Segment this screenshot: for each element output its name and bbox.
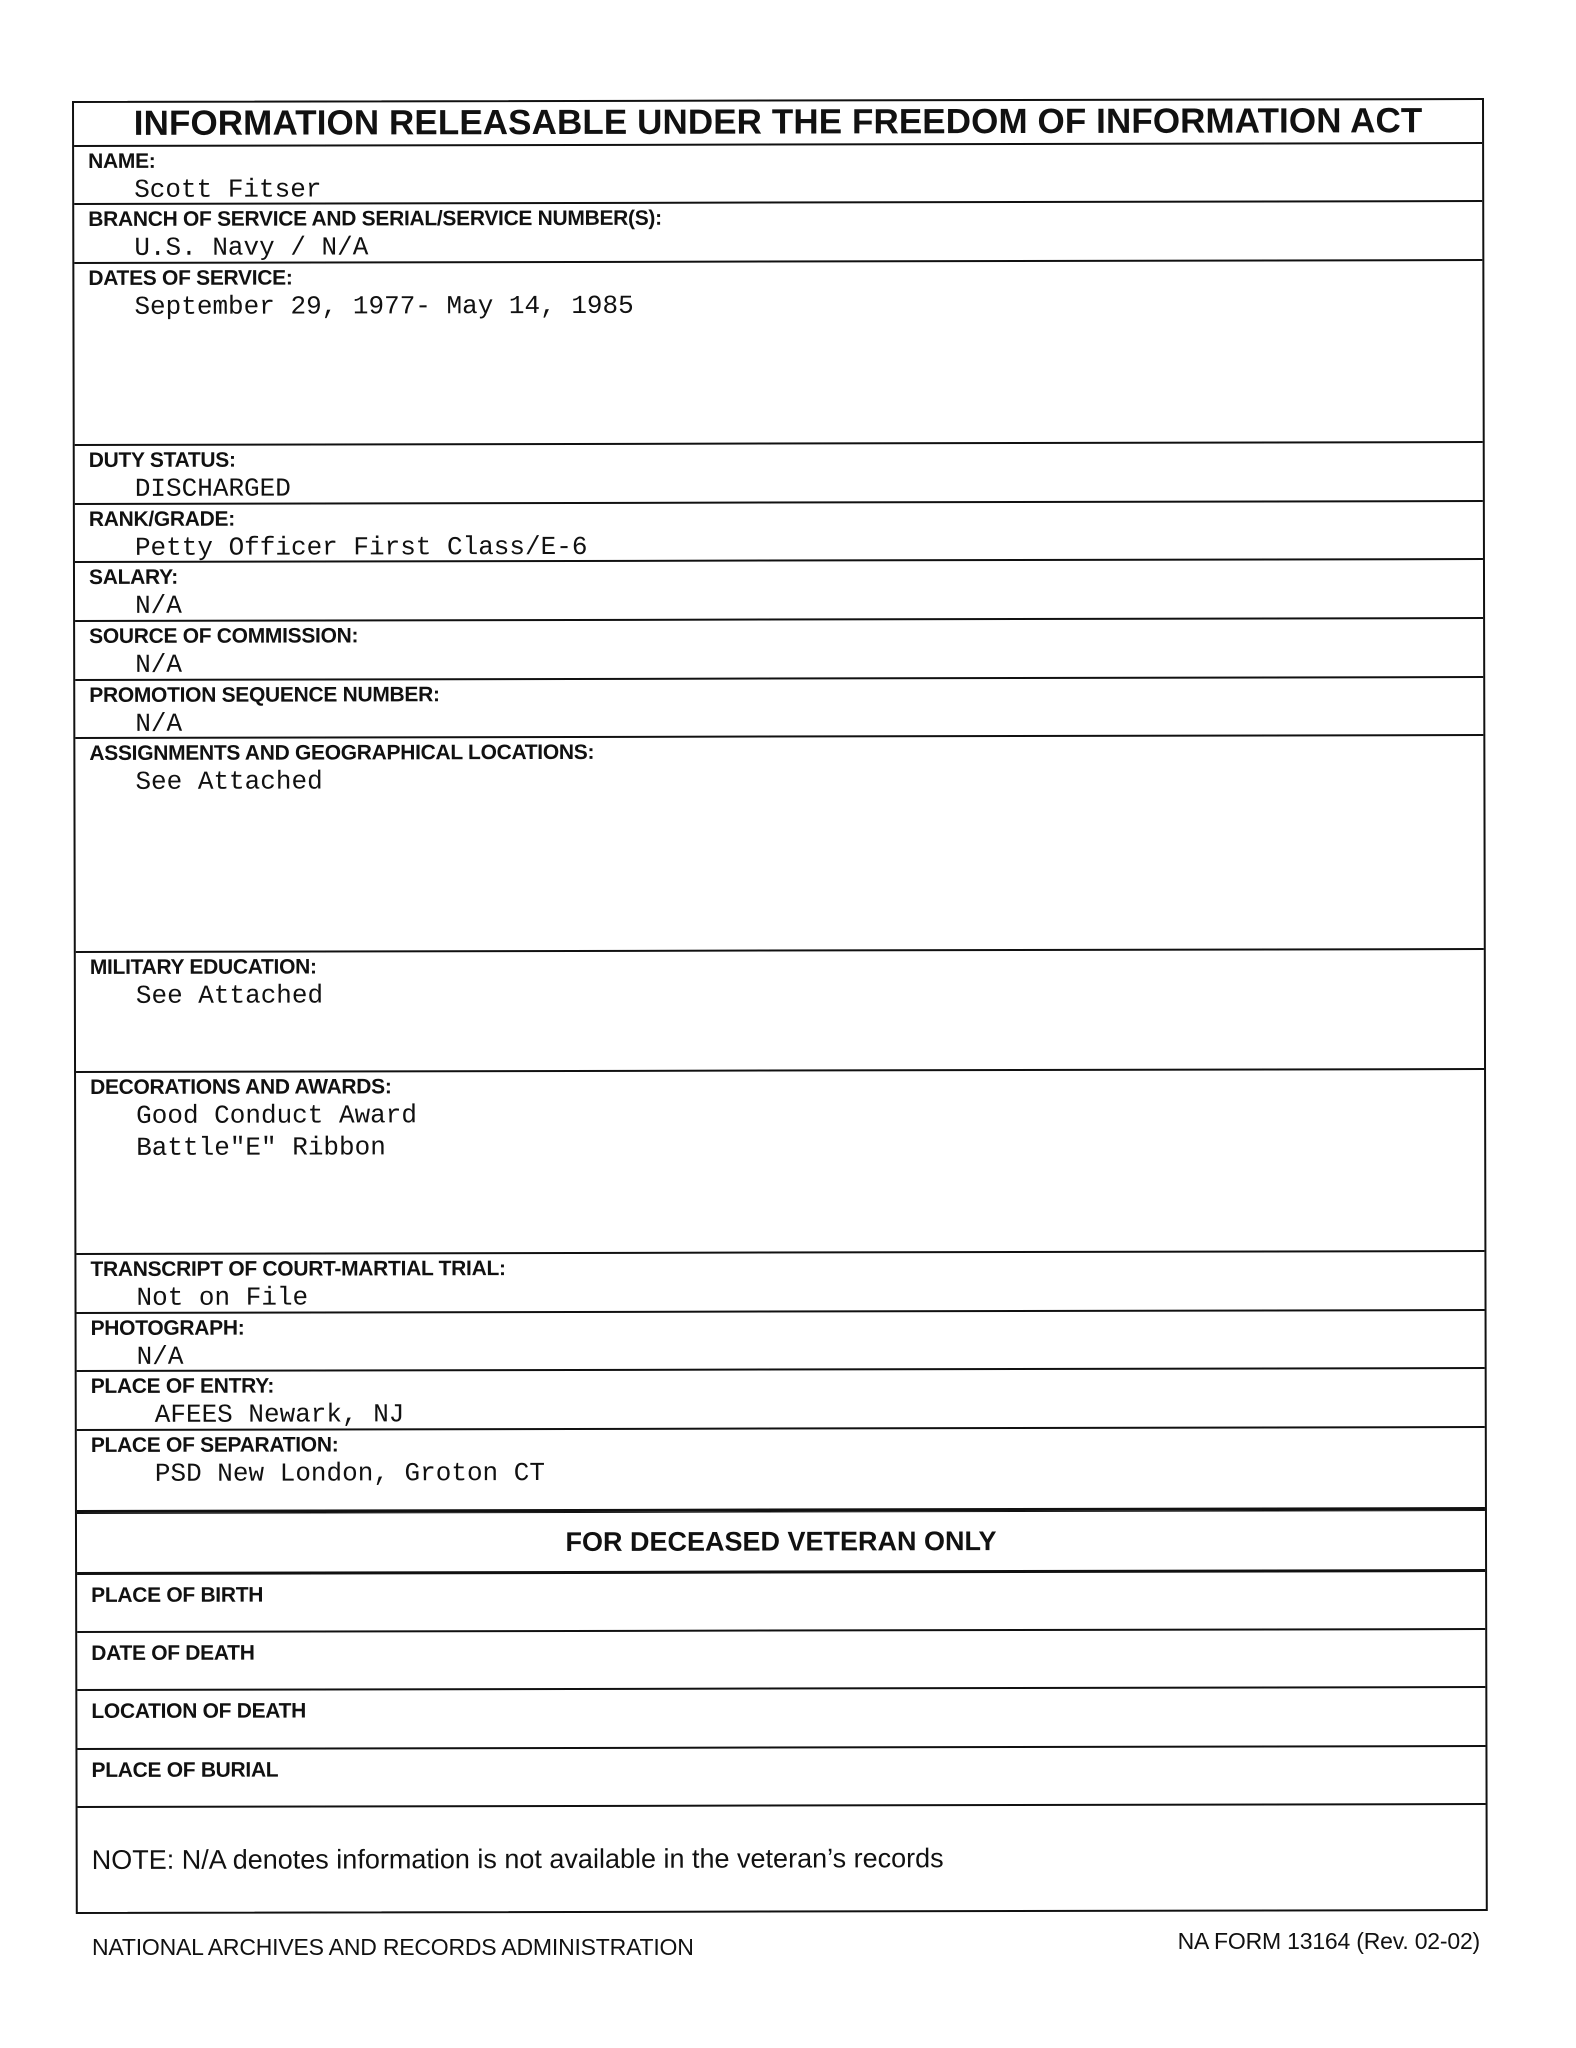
field-place-of-burial (77, 1747, 1485, 1808)
field-label: PLACE OF BIRTH (91, 1583, 264, 1607)
field-value: Scott Fitser (134, 174, 322, 205)
field-name (74, 144, 1482, 205)
field-value: N/A (135, 708, 183, 739)
field-place-of-entry (77, 1369, 1485, 1431)
field-label: PLACE OF SEPARATION: (90, 1433, 339, 1457)
field-dates-of-service (74, 261, 1482, 446)
field-decorations-awards (76, 1070, 1484, 1255)
field-court-martial (76, 1252, 1484, 1314)
field-label: RANK/GRADE: (88, 507, 235, 531)
field-label: PLACE OF BURIAL (91, 1758, 279, 1782)
footer-form-number: NA FORM 13164 (Rev. 02-02) (1177, 1928, 1480, 1954)
field-value: PSD New London, Groton CT (154, 1458, 545, 1489)
field-label: DUTY STATUS: (88, 448, 236, 472)
field-label: TRANSCRIPT OF COURT-MARTIAL TRIAL: (90, 1257, 506, 1281)
field-label: SALARY: (88, 565, 178, 589)
footer-agency: NATIONAL ARCHIVES AND RECORDS ADMINISTRATION (92, 1934, 694, 1960)
field-salary (75, 560, 1483, 622)
field-date-of-death (77, 1630, 1485, 1691)
deceased-section-heading: FOR DECEASED VETERAN ONLY (77, 1510, 1485, 1575)
field-duty-status (75, 443, 1483, 505)
field-value: N/A (136, 1341, 184, 1372)
field-promotion-sequence (75, 678, 1483, 739)
field-label: ASSIGNMENTS AND GEOGRAPHICAL LOCATIONS: (89, 740, 595, 765)
field-value: See Attached (135, 766, 323, 797)
field-value: Battle"E" Ribbon (136, 1132, 386, 1163)
field-value: September 29, 1977- May 14, 1985 (134, 290, 634, 322)
field-label: LOCATION OF DEATH (91, 1699, 307, 1723)
field-photograph (77, 1311, 1485, 1372)
field-value: Good Conduct Award (136, 1100, 418, 1131)
field-label: NAME: (88, 149, 156, 173)
field-source-of-commission (75, 619, 1483, 681)
field-military-education (76, 950, 1484, 1073)
field-label: PHOTOGRAPH: (90, 1316, 245, 1340)
form-note: NOTE: N/A denotes information is not available in the veteran’s records (91, 1842, 944, 1875)
field-label: DATE OF DEATH (91, 1641, 255, 1665)
field-label: PLACE OF ENTRY: (90, 1374, 275, 1398)
field-branch-serial (74, 202, 1482, 264)
field-value: DISCHARGED (134, 473, 291, 504)
field-value: Petty Officer First Class/E-6 (134, 531, 588, 563)
field-value: See Attached (135, 980, 324, 1011)
field-label: PROMOTION SEQUENCE NUMBER: (89, 683, 440, 707)
field-value: AFEES Newark, NJ (154, 1399, 405, 1430)
field-label: BRANCH OF SERVICE AND SERIAL/SERVICE NUMBER(S): (88, 206, 662, 231)
field-label: SOURCE OF COMMISSION: (89, 624, 359, 648)
field-label: DECORATIONS AND AWARDS: (90, 1075, 392, 1099)
form-title: INFORMATION RELEASABLE UNDER THE FREEDOM OF INFORMATION ACT (74, 100, 1482, 147)
field-location-of-death (77, 1688, 1485, 1750)
field-place-of-separation (77, 1428, 1485, 1513)
field-assignments (75, 736, 1483, 953)
field-value: U.S. Navy / N/A (134, 232, 369, 263)
field-value: N/A (135, 590, 182, 621)
field-place-of-birth (77, 1572, 1485, 1633)
field-value: N/A (135, 649, 183, 680)
field-label: MILITARY EDUCATION: (89, 955, 317, 979)
field-label: DATES OF SERVICE: (88, 266, 293, 290)
field-value: Not on File (136, 1282, 309, 1313)
field-rank-grade (75, 502, 1483, 563)
foia-release-form (72, 98, 1488, 1914)
